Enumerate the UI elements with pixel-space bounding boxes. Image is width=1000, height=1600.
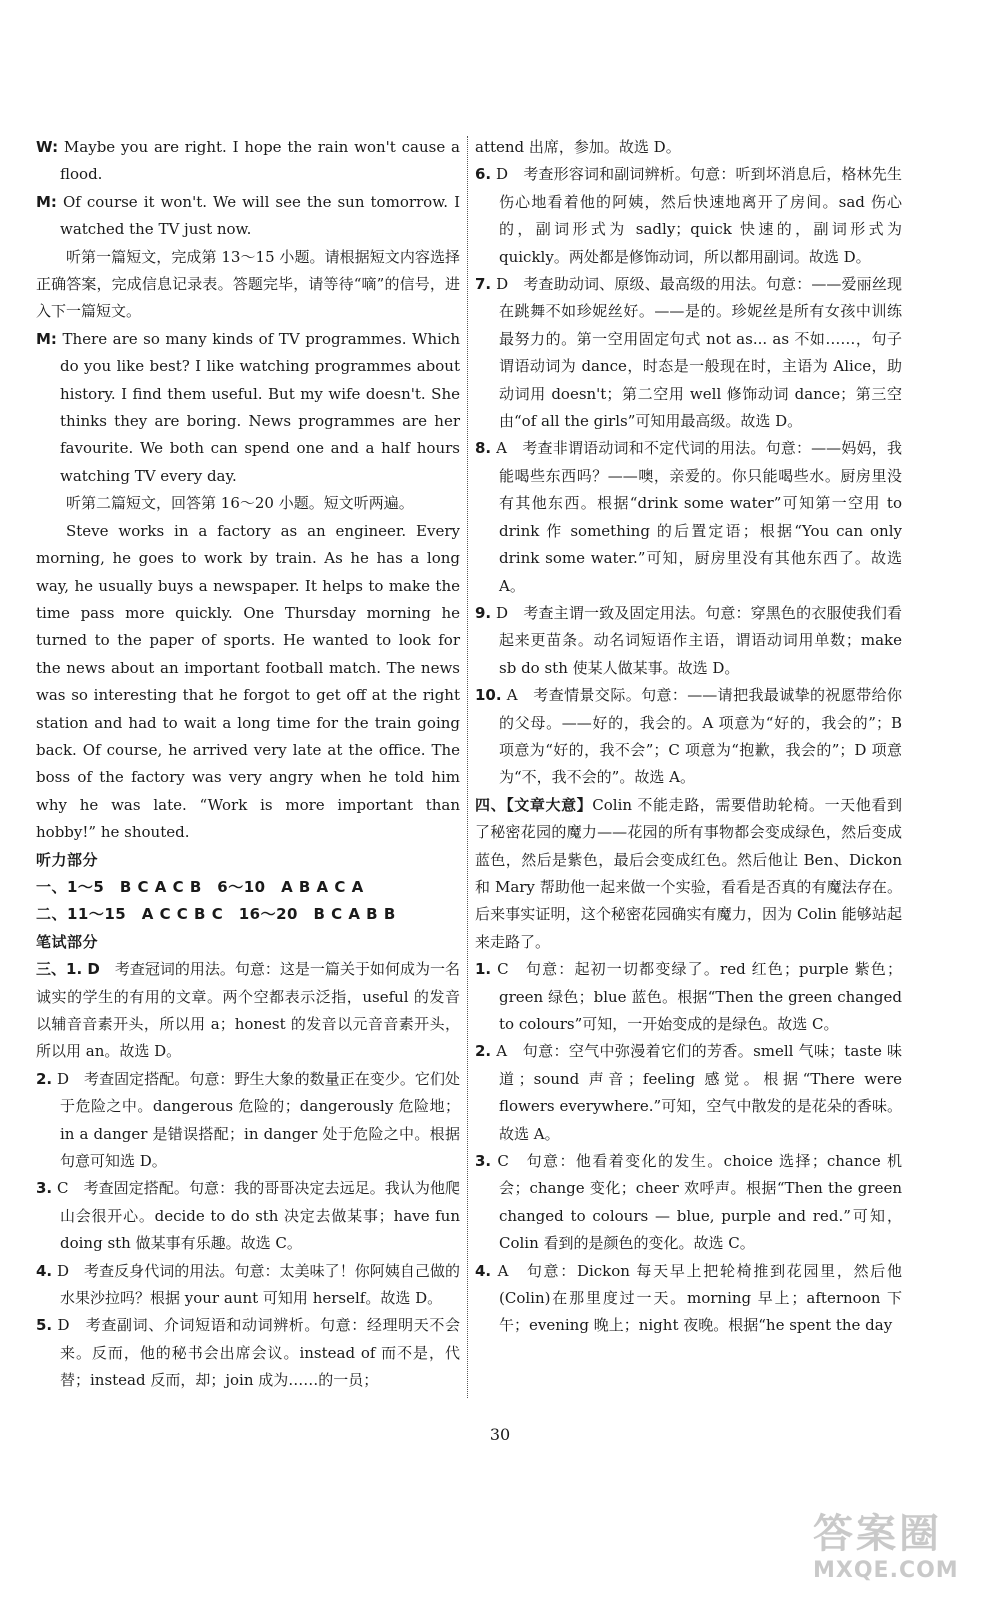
paragraph-text: A 考查情景交际。句意：——请把我最诚挚的祝愿带给你的父母。——好的，我会的。A 项意为“好的，我会的”；B 项意为“好的，我不会”；C 项意为“抱歉，我会的”；D 项意为“不，我不会的”。故选 A。 (499, 686, 902, 787)
item-label: 10. (475, 686, 502, 705)
paragraph-text: Colin 不能走路，需要借助轮椅。一天他看到了秘密花园的魔力——花园的所有事物都会变成绿色，然后变成蓝色，然后是紫色，最后会变成红色。然后他让 Ben、Dickon 和 Mary 帮助他一起来做一个实验，看看是否真的有魔法存在。后来事实证明，这个秘密花园确实有魔力，因为 Colin 能够站起来走路了。 (475, 795, 902, 951)
item-label: W: (36, 138, 59, 156)
paragraph (36, 956, 460, 1066)
paragraph (475, 956, 902, 1038)
paragraph (36, 134, 460, 189)
paragraph (36, 1066, 460, 1176)
paragraph (36, 244, 460, 326)
paragraph (475, 161, 902, 271)
item-label: 6. (475, 165, 492, 184)
paragraph (36, 189, 460, 244)
section-heading (36, 929, 460, 956)
item-label: 3. (475, 1152, 492, 1171)
paragraph-text: 听第二篇短文，回答第 16～20 小题。短文听两遍。 (66, 494, 414, 513)
paragraph (475, 1258, 902, 1340)
paragraph (36, 326, 460, 490)
paragraph-text: attend 出席，参加。故选 D。 (475, 138, 681, 156)
paragraph (36, 1258, 460, 1313)
item-label: 2. (36, 1069, 53, 1088)
paragraph-text: 考查冠词的用法。句意：这是一篇关于如何成为一名诚实的学生的有用的文章。两个空都表示泛指，useful 的发音以辅音音素开头，所以用 a；honest 的发音以元音音素开头，所以用 an。故选 D。 (36, 960, 460, 1061)
paragraph-text: A 考查非谓语动词和不定代词的用法。句意：——妈妈，我能喝些东西吗？——噢，亲爱的。你只能喝些水。厨房里没有其他东西。根据“drink some water”可知第一空用 to drink 作 something 的后置定语；根据“You can only drink some water.”可知，厨房里没有其他东西了。故选 A。 (491, 439, 902, 595)
paragraph (475, 435, 902, 599)
paragraph-text: A 句意：空气中弥漫着它们的芳香。smell 气味；taste 味道；sound 声音；feeling 感觉。根据“There were flowers everywhere.”可知，空气中散发的是花朵的香味。故选 A。 (491, 1042, 902, 1143)
paragraph (475, 1148, 902, 1258)
paragraph-text: A 句意：Dickon 每天早上把轮椅推到花园里，然后他(Colin)在那里度过一天。morning 早上；afternoon 下午；evening 晚上；night 夜晚。根据“he spent the day (491, 1261, 902, 1335)
item-label: 三、1. D (36, 960, 100, 979)
item-label: 2. (475, 1042, 492, 1061)
item-label: 4. (36, 1261, 53, 1280)
paragraph (475, 792, 902, 956)
item-label: 3. (36, 1179, 53, 1198)
item-label: 7. (475, 275, 492, 294)
section-heading (36, 847, 460, 874)
paragraph (475, 271, 902, 435)
left-column (36, 134, 460, 1395)
paragraph-text: D 考查反身代词的用法。句意：太美味了！你阿姨自己做的水果沙拉吗？根据 your aunt 可知用 herself。故选 D。 (52, 1261, 460, 1308)
paragraph (36, 1175, 460, 1257)
paragraph (36, 490, 460, 517)
paragraph-text: 二、11～15 A C C B C 16～20 B C A B B (36, 905, 396, 924)
paragraph (475, 1038, 902, 1148)
section-heading (36, 874, 460, 901)
paragraph-text: D 考查副词、介词短语和动词辨析。句意：经理明天不会来。反而，他的秘书会出席会议。instead of 而不是，代替；instead 反而，却；join 成为……的一员； (52, 1316, 460, 1390)
watermark-line2: MXQE.COM (813, 1558, 959, 1583)
paragraph-text: D 考查形容词和副词辨析。句意：听到坏消息后，格林先生伤心地看着他的阿姨，然后快速地离开了房间。sad 伤心的，副词形式为 sadly；quick 快速的，副词形式为 quickly。两处都是修饰动词，所以都用副词。故选 D。 (491, 165, 902, 266)
paragraph-text: C 句意：起初一切都变绿了。red 红色；purple 紫色；green 绿色；blue 蓝色。根据“Then the green changed to colours”可知，一开始变成的是绿色。故选 C。 (491, 960, 902, 1033)
item-label: M: (36, 192, 57, 211)
paragraph-text: D 考查主谓一致及固定用法。句意：穿黑色的衣服使我们看起来更苗条。动名词短语作主语，谓语动词用单数；make sb do sth 使某人做某事。故选 D。 (491, 603, 902, 677)
item-label: 5. (36, 1316, 53, 1335)
paragraph-text: C 句意：他看着变化的发生。choice 选择；chance 机会；change 变化；cheer 欢呼声。根据“Then the green changed to colours — blue, purple and red.”可知，Colin 看到的是颜色的变化。故选 C。 (491, 1152, 902, 1253)
column-divider (467, 136, 468, 1398)
paragraph-text: 笔试部分 (36, 932, 99, 951)
paragraph-text: Of course it won't. We will see the sun tomorrow. I watched the TV just now. (56, 192, 460, 239)
paragraph-text: There are so many kinds of TV programmes. Which do you like best? I like watching programmes about history. I find them useful. But my wife doesn't. She thinks they are boring. News programmes are her favourite. We both can spend one and a half hours watching TV every day. (56, 329, 460, 485)
right-column (475, 134, 902, 1340)
paragraph (36, 518, 460, 847)
paragraph-text: 听力部分 (36, 850, 99, 869)
item-label: 8. (475, 439, 492, 458)
page-number: 30 (489, 1425, 511, 1444)
item-label: M: (36, 329, 57, 348)
paragraph (36, 1312, 460, 1394)
paragraph-text: D 考查助动词、原级、最高级的用法。句意：——爱丽丝现在跳舞不如珍妮丝好。——是的。珍妮丝是所有女孩中训练最努力的。第一空用固定句式 not as... as 不如……，句子谓语动词为 dance，时态是一般现在时，主语为 Alice，助动词用 doesn't；第二空用 well 修饰动词 dance；第三空由“of all the girls”可知用最高级。故选 D。 (491, 275, 902, 431)
paragraph (475, 134, 902, 161)
paragraph-text: 一、1～5 B C A C B 6～10 A B A C A (36, 877, 364, 896)
item-label: 9. (475, 603, 492, 622)
paragraph-text: C 考查固定搭配。句意：我的哥哥决定去远足。我认为他爬山会很开心。decide to do sth 决定去做某事；have fun doing sth 做某事有乐趣。故选 C。 (52, 1179, 460, 1253)
watermark-logo (813, 1510, 988, 1592)
section-heading (36, 901, 460, 928)
paragraph (475, 682, 902, 792)
watermark-line1: 答案圈 (813, 1511, 942, 1557)
item-label: 4. (475, 1261, 492, 1280)
paragraph-text: 听第一篇短文，完成第 13～15 小题。请根据短文内容选择正确答案，完成信息记录表。答题完毕，请等待“嘀”的信号，进入下一篇短文。 (36, 247, 460, 321)
paragraph-text: Maybe you are right. I hope the rain won't cause a flood. (58, 138, 460, 184)
item-label: 1. (475, 960, 492, 979)
paragraph-text: Steve works in a factory as an engineer. Every morning, he goes to work by train. As he has a long way, he usually buys a newspaper. It helps to make the time pass more quickly. One Thursday morning he turned to the paper of sports. He wanted to look for the news about an important football match. The news was so interesting that he forgot to get off at the right station and had to wait a long time for the train going back. Of course, he arrived very late at the office. The boss of the factory was very angry when he told him why he was late. “Work is more important than hobby!” he shouted. (36, 521, 460, 842)
item-label: 四、【文章大意】 (475, 795, 593, 814)
paragraph-text: D 考查固定搭配。句意：野生大象的数量正在变少。它们处于危险之中。dangerous 危险的；dangerously 危险地；in a danger 是错误搭配；in danger 处于危险之中。根据句意可知选 D。 (52, 1069, 460, 1171)
paragraph (475, 600, 902, 682)
